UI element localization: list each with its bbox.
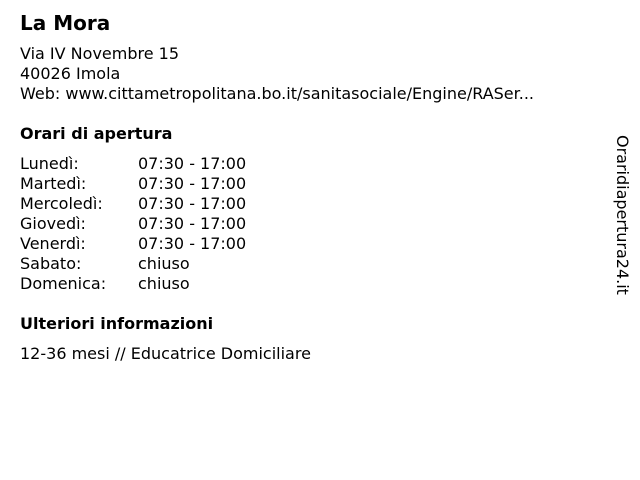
hours-heading: Orari di apertura [20, 124, 173, 143]
website-line: Web: www.cittametropolitana.bo.it/sanitasociale/Engine/RASer... [20, 84, 535, 103]
hours-row [20, 174, 246, 194]
hours-time: 07:30 - 17:00 [138, 194, 247, 213]
hours-row [20, 234, 246, 254]
hours-row [20, 214, 246, 234]
city-address: 40026 Imola [20, 64, 121, 83]
hours-day: Venerdì: [20, 234, 86, 253]
hours-day: Lunedì: [20, 154, 79, 173]
place-details [20, 10, 600, 364]
hours-time: chiuso [138, 254, 190, 273]
place-name: La Mora [20, 11, 111, 35]
info-text: 12-36 mesi // Educatrice Domiciliare [20, 344, 311, 363]
hours-time: 07:30 - 17:00 [138, 154, 247, 173]
hours-row [20, 154, 246, 174]
hours-day: Martedì: [20, 174, 87, 193]
info-heading: Ulteriori informazioni [20, 314, 214, 333]
hours-row [20, 194, 246, 214]
hours-row [20, 274, 246, 294]
hours-day: Mercoledì: [20, 194, 103, 213]
opening-hours-table [20, 154, 246, 294]
hours-time: chiuso [138, 274, 190, 293]
hours-day: Domenica: [20, 274, 107, 293]
hours-day: Sabato: [20, 254, 82, 273]
site-brand-vertical: Oraridiapertura24.it [613, 135, 632, 295]
hours-day: Giovedì: [20, 214, 86, 233]
street-address: Via IV Novembre 15 [20, 44, 180, 63]
hours-time: 07:30 - 17:00 [138, 174, 247, 193]
hours-time: 07:30 - 17:00 [138, 234, 247, 253]
hours-row [20, 254, 246, 274]
hours-time: 07:30 - 17:00 [138, 214, 247, 233]
